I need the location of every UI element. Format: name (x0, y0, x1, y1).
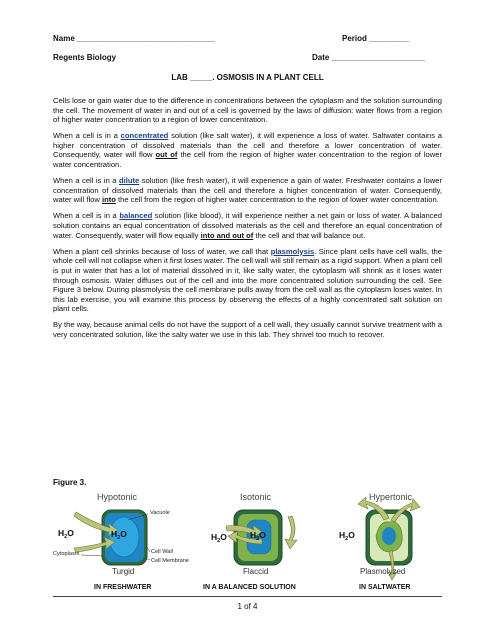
flaccid-label: Flaccid (243, 567, 269, 576)
page-number: 1 of 4 (237, 602, 258, 611)
figure-label: Figure 3. (53, 478, 87, 487)
paragraph-balanced: When a cell is in a balanced solution (like blood), it will experience neither a net gain or loss of water. A balanced solution contains an equal concentration of dissolved materials as the cell and therefore an equal concentration of water. Consequently, water will flow equally into and out of the cell and that will balance out. (53, 211, 442, 240)
footer-divider (53, 596, 442, 597)
isotonic-heading: Isotonic (240, 492, 272, 502)
cell-wall-label: Cell Wall (151, 549, 173, 555)
date-field: Date _____________________ (312, 53, 425, 62)
h2o-outside-hypotonic: $H_2O$ (58, 528, 74, 540)
plasmolyzed-label: Plasmolyzed (360, 567, 406, 576)
vacuole-label: Vacuole (150, 510, 170, 516)
caption-saltwater: IN SALTWATER (359, 584, 411, 591)
name-field: Name _______________________________ (53, 34, 215, 43)
h2o-outside-isotonic: $H_2O$ (211, 532, 227, 544)
course-title: Regents Biology (53, 53, 117, 62)
h2o-inside-hypotonic: $H_2O$ (111, 529, 127, 541)
paragraph-concentrated: When a cell is in a concentrated solution (like salt water), it will experience a loss of water. Saltwater contains a higher concentration of dissolved materials than the cell and therefore a lower concentration of water. Consequently, water will flow out of the cell from the region of higher water concentration to the region of lower water concentration. (53, 131, 443, 170)
turgid-label: Turgid (112, 567, 135, 576)
cell-membrane-label: Cell Membrane (151, 558, 189, 564)
lab-title: LAB _____. OSMOSIS IN A PLANT CELL (171, 73, 324, 82)
period-field: Period _________ (342, 34, 410, 43)
caption-freshwater: IN FRESHWATER (94, 584, 152, 591)
h2o-hypertonic: $H_2O$ (339, 530, 355, 542)
paragraph-dilute: When a cell is in a dilute solution (like fresh water), it will experience a gain of water. Freshwater contains a lower concentration of dissolved materials than the cell and therefore a higher concentration of water. Consequently, water will flow into the cell from the region of higher water concentration to the region of lower water concentration. (53, 176, 442, 205)
caption-balanced: IN A BALANCED SOLUTION (203, 584, 296, 591)
hypertonic-heading: Hypertonic (369, 492, 413, 502)
paragraph-animal-cells: By the way, because animal cells do not have the support of a cell wall, they usually cannot survive treatment with a very concentrated solution, like the salty water we use in this lab. They shrivel too much to recover. (53, 320, 442, 339)
paragraph-plasmolysis: When a plant cell shrinks because of loss of water, we call that plasmolysis. Since plant cells have cell walls, the whole cell will not collapse when it first loses water. The cell wall will still remain as a rigid support. When a plant cell is put in water that has a lot of material dissolved in it, like salty water, the cytoplasm will shrink as it loses water through osmosis. Water diffuses out of the cell and into the more concentrated solution surrounding the cell. See Figure 3 below. During plasmolysis the cell membrane pulls away from the cell wall as the cytoplasm loses water. In this lab exercise, you will examine this process by observing the effects of a highly concentrated salt solution on plant cells. (53, 246, 443, 314)
paragraph-intro: Cells lose or gain water due to the difference in concentrations between the cytoplasm and the solution surrounding the cell. The movement of water in and out of a cell is governed by the laws of diffusion: water flows from a region of higher water concentration to a region of lower concentration. (53, 96, 442, 125)
cytoplasm-label: Cytoplasm (53, 551, 80, 557)
h2o-inside-isotonic: $H_2O$ (250, 530, 266, 542)
hypotonic-heading: Hypotonic (97, 492, 138, 502)
